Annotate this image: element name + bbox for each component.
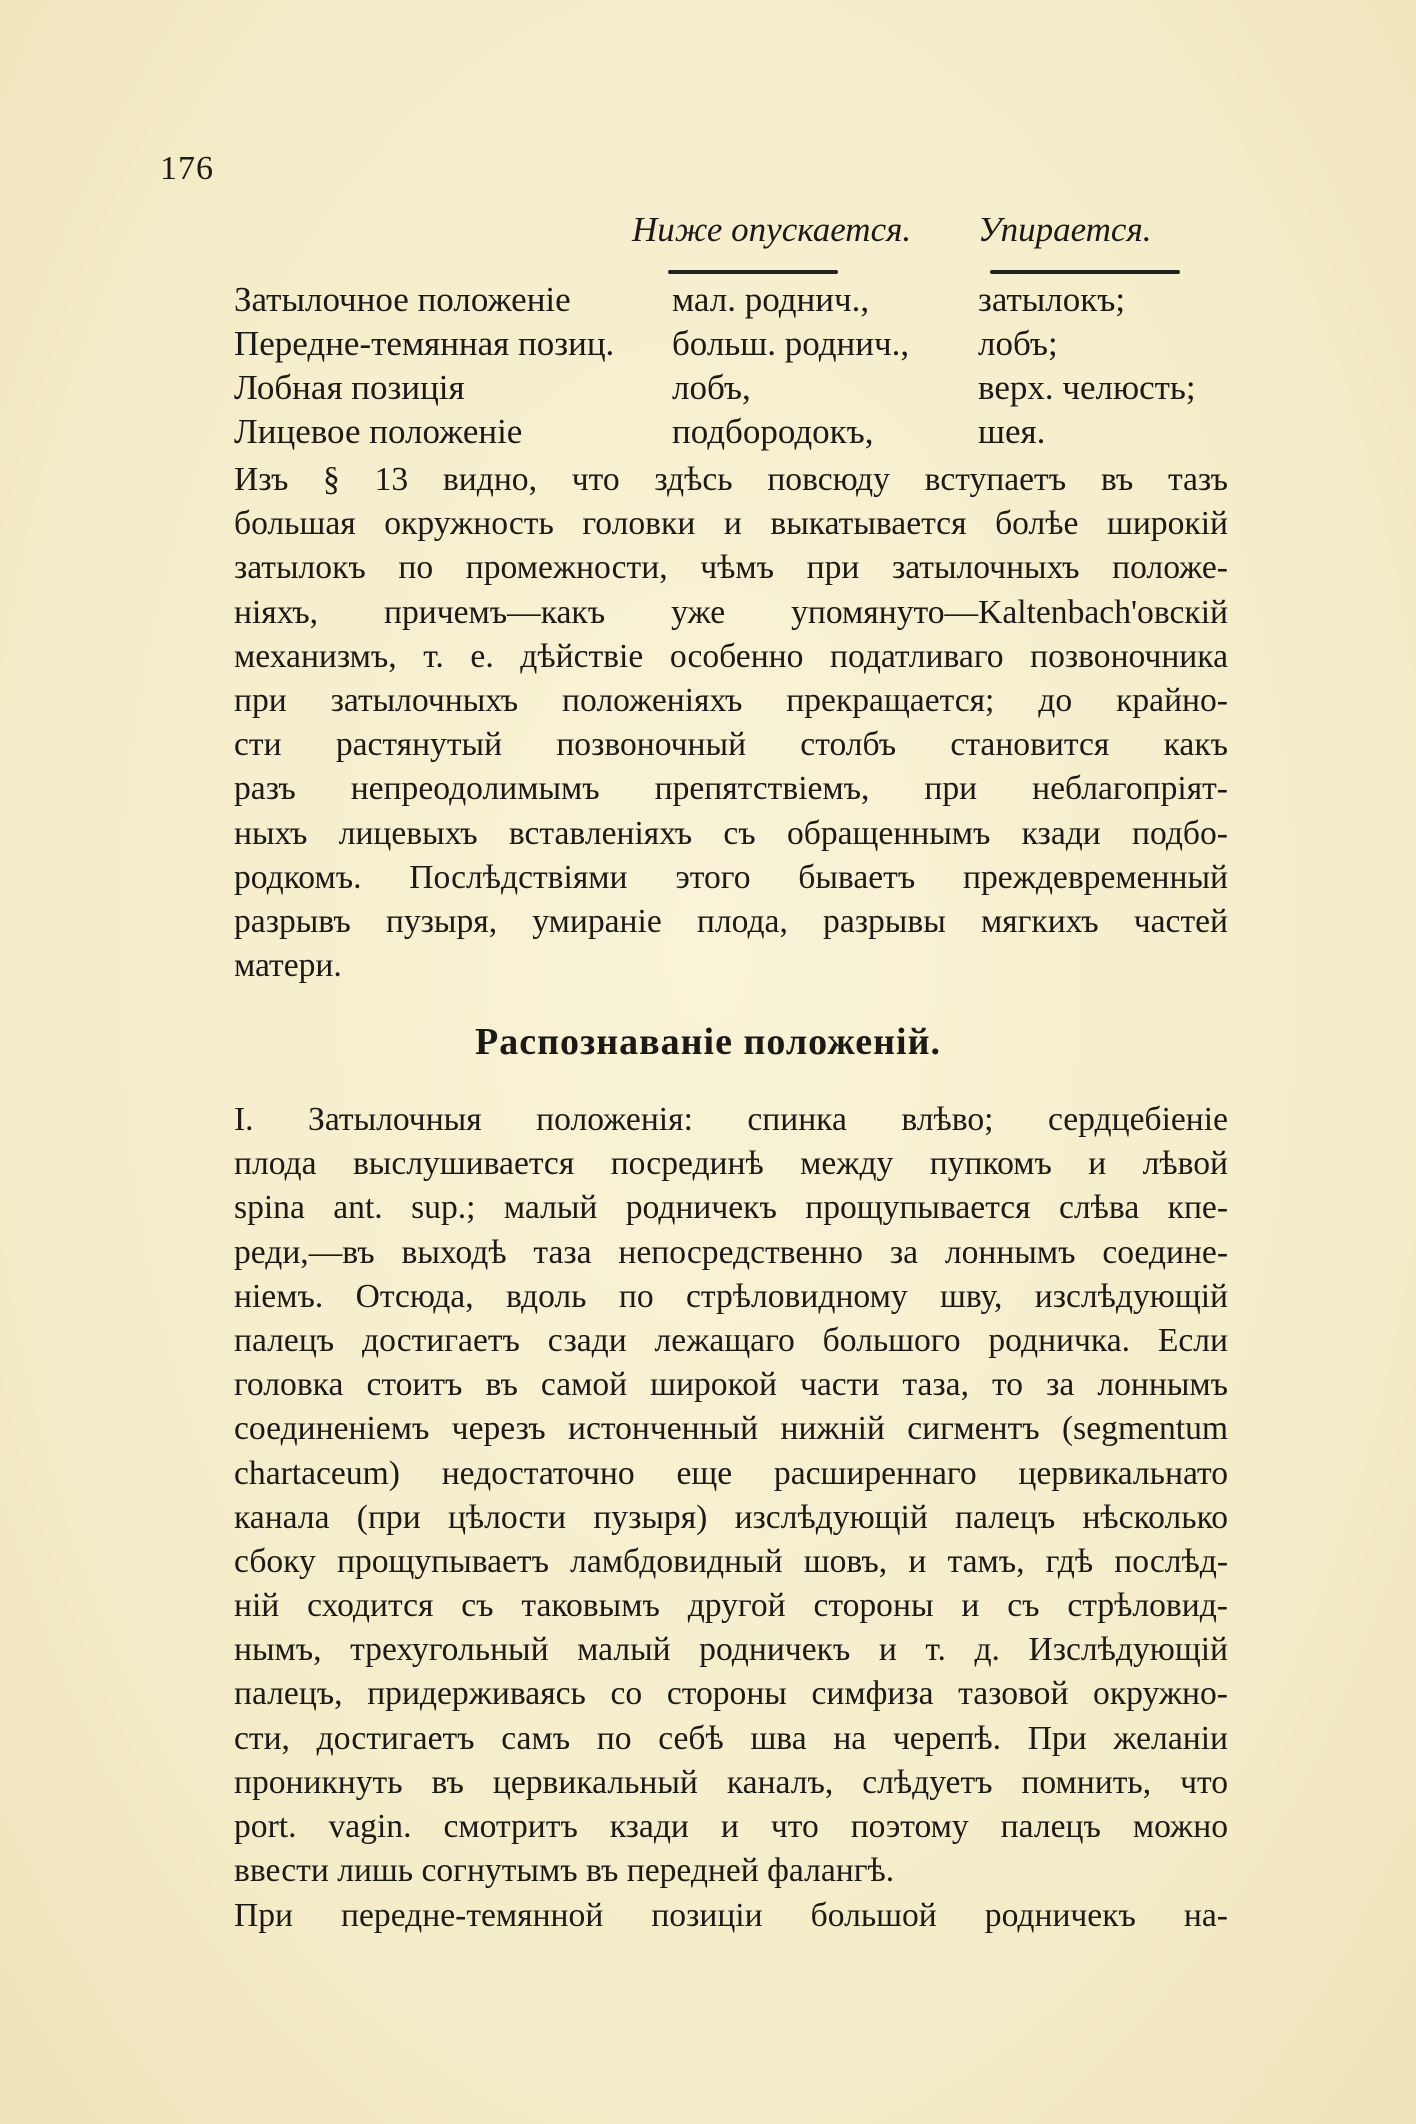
paragraph-mechanism	[234, 458, 1228, 988]
page-number: 176	[160, 150, 214, 187]
table-cell: Затылочное положеніе	[234, 280, 571, 319]
text-line: реди,—въ выходѣ таза непосредственно за лоннымъ соедине-	[234, 1233, 1228, 1271]
table-cell: затылокъ;	[978, 280, 1126, 319]
text-line: port. vagin. смотритъ кзади и что поэтому палецъ можно	[234, 1808, 1228, 1845]
text-line: разрывъ пузыря, умираніе плода, разрывы мягкихъ частей	[234, 902, 1228, 940]
text-line: ніемъ. Отсюда, вдоль по стрѣловидному шву, изслѣдующій	[234, 1277, 1228, 1315]
text-line: проникнуть въ цервикальный каналъ, слѣдуетъ помнить, что	[234, 1763, 1228, 1801]
text-line: Изъ § 13 видно, что здѣсь повсюду вступаетъ въ тазъ	[234, 461, 1228, 498]
text-line: затылокъ по промежности, чѣмъ при затылочныхъ положе-	[234, 549, 1228, 587]
paragraph-parietal	[234, 1894, 1228, 1938]
text-line: сти растянутый позвоночный столбъ становится какъ	[234, 726, 1228, 764]
table-cell: лобъ,	[672, 368, 751, 407]
text-line: I. Затылочныя положенія: спинка влѣво; сердцебіеніе	[234, 1101, 1228, 1138]
text-line: ныхъ лицевыхъ вставленіяхъ съ обращеннымъ кзади подбо-	[234, 814, 1228, 852]
text-line: сти, достигаетъ самъ по себѣ шва на черепѣ. При желаніи	[234, 1719, 1228, 1757]
paragraph-occipital	[234, 1098, 1228, 1893]
text-line: матери.	[234, 947, 342, 985]
header-underline	[990, 270, 1180, 274]
header-underline	[668, 270, 838, 274]
table-cell: лобъ;	[978, 324, 1058, 363]
text-line: нымъ, трехугольный малый родничекъ и т. д. Изслѣдующій	[234, 1631, 1228, 1669]
text-line: канала (при цѣлости пузыря) изслѣдующій палецъ нѣсколько	[234, 1498, 1228, 1536]
text-line: разъ непреодолимымъ препятствіемъ, при неблагопріят-	[234, 770, 1228, 808]
text-line: соединеніемъ черезъ истонченный нижній сигментъ (segmentum	[234, 1410, 1228, 1448]
text-line: палецъ, придерживаясь со стороны симфиза тазовой окружно-	[234, 1675, 1228, 1713]
text-line: большая окружность головки и выкатывается болѣе широкій	[234, 505, 1228, 543]
table-cell: подбородокъ,	[672, 412, 874, 451]
text-line: палецъ достигаетъ сзади лежащаго большого родничка. Если	[234, 1321, 1228, 1359]
column-header-descends: Ниже опускается.	[632, 210, 912, 249]
text-line: головка стоитъ въ самой широкой части таза, то за лоннымъ	[234, 1366, 1228, 1404]
table-cell: верх. челюсть;	[978, 368, 1196, 407]
table-cell: Передне-темянная позиц.	[234, 324, 615, 363]
section-heading: Распознаваніе положеній.	[474, 1021, 941, 1063]
text-line: родкомъ. Послѣдствіями этого бываетъ преждевременный	[234, 858, 1228, 896]
text-line: ній сходится съ таковымъ другой стороны и съ стрѣловид-	[234, 1587, 1228, 1625]
text-line: chartaceum) недостаточно еще расширеннаго цервикальнато	[234, 1454, 1228, 1492]
table-cell: Лобная позиція	[234, 368, 465, 407]
text-line: ніяхъ, причемъ—какъ уже упомянуто—Kaltenbach'овскій	[234, 593, 1228, 631]
table-cell: шея.	[978, 412, 1046, 451]
text-line: При передне-темянной позиціи большой родничекъ на-	[234, 1897, 1228, 1934]
text-line: ввести лишь согнутымъ въ передней фалангѣ.	[234, 1852, 895, 1890]
table-cell: мал. роднич.,	[672, 280, 870, 319]
table-cell: больш. роднич.,	[672, 324, 910, 363]
text-line: при затылочныхъ положеніяхъ прекращается; до крайно-	[234, 681, 1228, 719]
column-header-rests: Упирается.	[978, 210, 1152, 249]
text-line: сбоку прощупываетъ ламбдовидный шовъ, и тамъ, гдѣ послѣд-	[234, 1542, 1228, 1580]
text-line: spina ant. sup.; малый родничекъ прощупывается слѣва кпе-	[234, 1189, 1228, 1227]
table-cell: Лицевое положеніе	[234, 412, 523, 451]
text-line: плода выслушивается посрединѣ между пупкомъ и лѣвой	[234, 1145, 1228, 1183]
text-line: механизмъ, т. е. дѣйствіе особенно податливаго позвоночника	[234, 637, 1228, 675]
